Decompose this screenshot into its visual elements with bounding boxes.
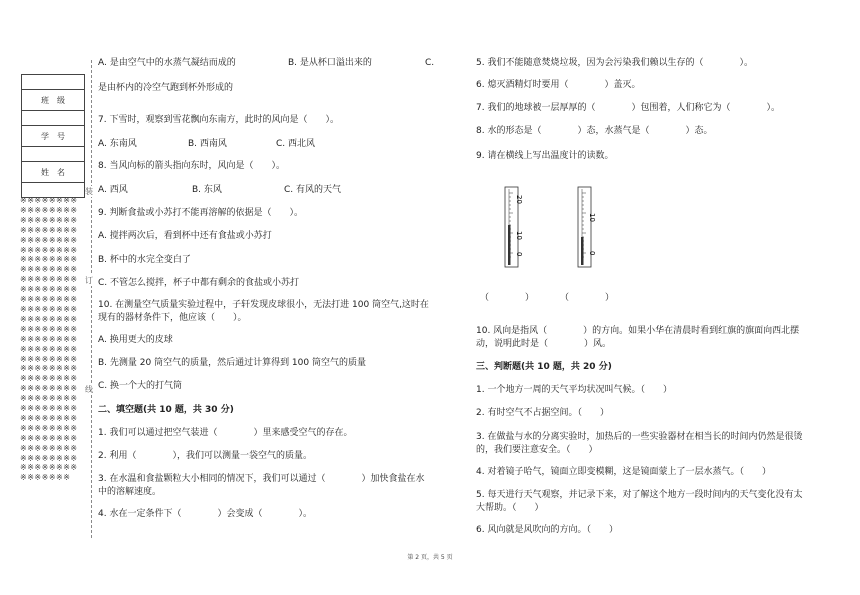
name-label: 姓 名 <box>22 162 85 183</box>
q7-option-b: B. 西南风 <box>188 139 227 149</box>
q9-option-a: A. 搅拌两次后，看到杯中还有食盐或小苏打 <box>98 231 272 241</box>
fill-q10-line2: 动，说明此时是（ ）风。 <box>476 339 612 349</box>
judge-q2: 2. 有时空气不占据空间。（ ） <box>476 408 609 418</box>
binding-char-1: 装 <box>85 187 93 196</box>
fill-q10-line1: 10. 风向是指风（ ）的方向。如果小华在清晨时看到红旗的旗面向西北摆 <box>476 326 800 336</box>
student-info-table <box>21 74 85 198</box>
fill-q3-line1: 3. 在水温和食盐颗粒大小相同的情况下，我们可以通过（ ）加快食盐在水 <box>98 474 425 484</box>
q10-option-a: A. 换用更大的皮球 <box>98 335 173 345</box>
binding-line <box>91 60 92 538</box>
q6-option-b: B. 是从杯口溢出来的 <box>288 58 372 68</box>
fill-q2: 2. 利用（ ），我们可以测量一袋空气的质量。 <box>98 451 312 461</box>
id-label: 学 号 <box>22 126 85 147</box>
q10-option-b: B. 先测量 20 筒空气的质量，然后通过计算得到 100 筒空气的质量 <box>98 358 366 368</box>
q6-option-c-text: 是由杯内的冷空气跑到杯外形成的 <box>98 83 234 93</box>
q6-option-c: C. <box>425 58 435 68</box>
class-field[interactable] <box>22 111 85 126</box>
thermometer-1-figure <box>496 185 526 273</box>
binding-char-3: 线 <box>85 385 93 394</box>
fill-q1: 1. 我们可以通过把空气装进（ ）里来感受空气的存在。 <box>98 428 353 438</box>
judge-q5-line1: 5. 每天进行天气观察，并记录下来，对了解这个地方一段时间内的天气变化没有太 <box>476 490 803 500</box>
q8-option-a: A. 西风 <box>98 185 128 195</box>
fill-q5: 5. 我们不能随意焚烧垃圾，因为会污染我们赖以生存的（ ）。 <box>476 58 753 68</box>
fill-q4: 4. 水在一定条件下（ ）会变成（ ）。 <box>98 509 312 519</box>
q8-option-c: C. 有风的天气 <box>284 185 342 195</box>
id-field[interactable] <box>22 147 85 162</box>
q9-option-c: C. 不管怎么搅拌，杯子中都有剩余的食盐或小苏打 <box>98 278 300 288</box>
q8-stem: 8. 当风向标的箭头指向东时，风向是（ ）。 <box>98 161 285 171</box>
q9-option-b: B. 杯中的水完全变白了 <box>98 255 191 265</box>
q10-stem-line1: 10. 在测量空气质量实验过程中，子轩发现皮球很小，无法打进 100 筒空气,这时在 <box>98 300 429 310</box>
judge-q3-line1: 3. 在做盐与水的分离实验时，加热后的一些实验器材在相当长的时间内仍然是很烫 <box>476 432 803 442</box>
thermometer-1-label-0: 0 <box>515 252 523 257</box>
section-judge-title: 三、判断题(共 10 题，共 20 分) <box>476 362 612 372</box>
q9-stem: 9. 判断食盐或小苏打不能再溶解的依据是（ ）。 <box>98 208 303 218</box>
judge-q1: 1. 一个地方一周的天气平均状况叫气候。（ ） <box>476 385 672 395</box>
q10-stem-line2: 现有的器材条件下，他应该（ ）。 <box>98 313 247 323</box>
q6-option-a: A. 是由空气中的水蒸气凝结而成的 <box>98 58 236 68</box>
thermometer-2-figure <box>569 185 599 273</box>
thermometer-2-label-0: 0 <box>588 251 596 256</box>
binding-char-2: 订 <box>85 276 93 285</box>
section-fill-in-title: 二、填空题(共 10 题，共 30 分) <box>98 405 234 415</box>
q7-stem: 7. 下雪时，观察到雪花飘向东南方，此时的风向是（ ）。 <box>98 115 339 125</box>
thermometer-1-answer[interactable]: （ ） <box>480 293 535 303</box>
thermometer-2-label-10: 10 <box>588 213 596 222</box>
fill-q6: 6. 熄灭酒精灯时要用（ ）盖灭。 <box>476 80 641 90</box>
q8-option-b: B. 东风 <box>192 185 222 195</box>
page-footer: 第 2 页，共 5 页 <box>407 554 453 561</box>
judge-q4: 4. 对着镜子哈气，镜面立即变模糊，这是镜面蒙上了一层水蒸气。（ ） <box>476 467 771 477</box>
q10-option-c: C. 换一个大的打气筒 <box>98 381 183 391</box>
fill-q3-line2: 中的溶解速度。 <box>98 487 162 497</box>
info-blank-top <box>22 75 85 90</box>
q7-option-a: A. 东南风 <box>98 139 137 149</box>
seal-pattern: ※※※※※※※※※※※※※※※※※※※※※※※※※※※※※※※※※※※※※※※※※※※※※※※※※※※※※※※※※※※※※※※※※※※※※※※※※※※※※※※※※※※※※※※※※※※※※※※※※※※※※※※※※※※※※※※※※※※※※※※※※※※※※※※※※※※※※※※※※※※※※※※※※※※※※※※※※※※※※※※※※※※※※※※※※※※※※※※※※※※※※※※※※※※※※※※※※※※※※※※※※※※※※※※※※※※※※※※※※※※※※※※※※※※※※※※ <box>20 196 78 483</box>
judge-q6: 6. 风向就是风吹向的方向。（ ） <box>476 525 618 535</box>
q7-option-c: C. 西北风 <box>276 139 316 149</box>
thermometer-2-answer[interactable]: （ ） <box>560 293 615 303</box>
judge-q3-line2: 的，我们要注意安全。（ ） <box>476 445 598 455</box>
judge-q5-line2: 大帮助。（ ） <box>476 503 544 513</box>
fill-q9: 9. 请在横线上写出温度计的读数。 <box>476 151 614 161</box>
fill-q8: 8. 水的形态是（ ）态，水蒸气是（ ）态。 <box>476 126 713 136</box>
thermometer-1-label-20: 20 <box>515 195 523 204</box>
thermometer-1-label-10: 10 <box>515 231 523 240</box>
class-label: 班 级 <box>22 90 85 111</box>
fill-q7: 7. 我们的地球被一层厚厚的（ ）包围着，人们称它为（ ）。 <box>476 103 780 113</box>
